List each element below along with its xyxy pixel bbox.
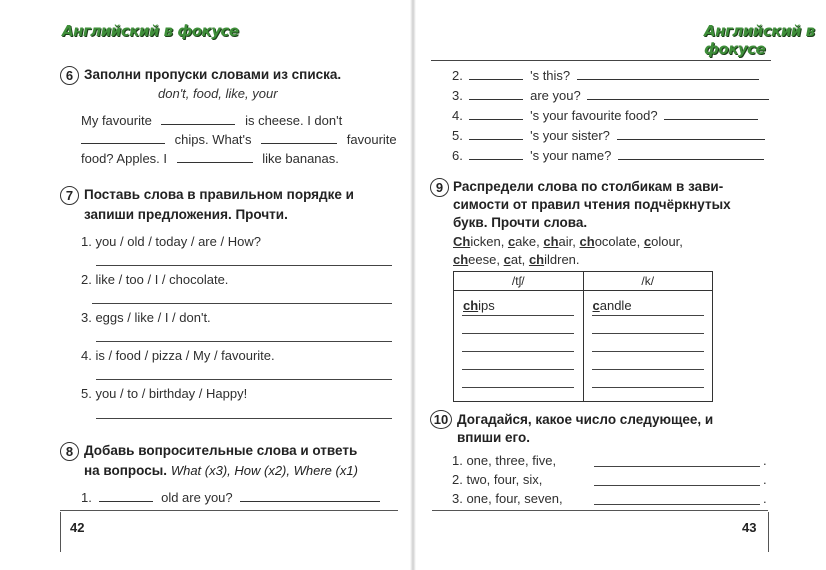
answer-line[interactable] [592, 369, 704, 370]
answer-line[interactable] [96, 418, 392, 419]
header-divider [431, 60, 771, 61]
task7-item2: 2. like / too / I / chocolate. [81, 272, 229, 287]
book-logo: Английский в фокусе [704, 22, 815, 58]
answer-line[interactable] [240, 489, 380, 502]
blank-field[interactable] [469, 127, 523, 140]
task10-title-line2: впиши его. [457, 430, 531, 445]
column-tsh [454, 291, 584, 402]
task8-item2: 2. 's this? [452, 67, 759, 83]
task8-item4: 4. 's your favourite food? [452, 107, 758, 123]
task7-item4: 4. is / food / pizza / My / favourite. [81, 348, 275, 363]
blank-field[interactable] [99, 489, 153, 502]
example-word-k: candle [592, 298, 632, 313]
sorting-table [453, 271, 713, 402]
task10-title-line1: Догадайся, какое число следующее, и [457, 412, 714, 427]
word-item: cake, [507, 234, 540, 249]
task6-number: 6 [60, 66, 79, 85]
blank-field[interactable] [161, 112, 235, 125]
task7-item1: 1. you / old / today / are / How? [81, 234, 261, 249]
task10-dot: . [763, 472, 767, 487]
word-item: chair, [543, 234, 576, 249]
task7-title-line2: запиши предложения. Прочти. [84, 207, 288, 222]
column-header-tsh: /tʃ/ [454, 272, 584, 291]
example-word-tsh: chips [463, 298, 495, 313]
task10-dot: . [763, 453, 767, 468]
answer-line[interactable] [96, 341, 392, 342]
word-item: cat, [503, 252, 526, 267]
answer-line[interactable] [577, 67, 759, 80]
book-logo: Английский в фокусе [62, 22, 239, 40]
blank-field[interactable] [469, 67, 523, 80]
answer-line[interactable] [592, 333, 704, 334]
task9-words-line1 [453, 234, 683, 249]
footer-divider-vertical [768, 512, 769, 552]
answer-line[interactable] [462, 333, 574, 334]
task8-title-line1: Добавь вопросительные слова и ответь [84, 443, 358, 458]
task7-number: 7 [60, 186, 79, 205]
answer-line[interactable] [92, 303, 392, 304]
task10-dot: . [763, 491, 767, 506]
column-k [583, 291, 713, 402]
word-item: colour, [643, 234, 683, 249]
task10-item3: 3. one, four, seven, [452, 491, 563, 506]
blank-field[interactable] [177, 150, 253, 163]
task8-title-line2: на вопросы. What (x3), How (x2), Where (x1) [84, 463, 358, 478]
answer-line[interactable] [462, 369, 574, 370]
task8-number: 8 [60, 442, 79, 461]
column-header-k: /k/ [583, 272, 713, 291]
task7-title-line1: Поставь слова в правильном порядке и [84, 187, 354, 202]
answer-line[interactable] [594, 504, 760, 505]
blank-field[interactable] [469, 147, 523, 160]
task9-words-line2 [453, 252, 580, 267]
task8-item5: 5. 's your sister? [452, 127, 765, 143]
task8-item6: 6. 's your name? [452, 147, 764, 163]
answer-line[interactable] [587, 87, 769, 100]
task6-hint: don't, food, like, your [158, 86, 278, 101]
task10-item1: 1. one, three, five, [452, 453, 557, 468]
answer-line[interactable] [462, 351, 574, 352]
blank-field[interactable] [469, 107, 523, 120]
answer-line[interactable] [594, 466, 760, 467]
word-item: Chicken, [453, 234, 505, 249]
word-item: cheese, [453, 252, 500, 267]
task7-item3: 3. eggs / like / I / don't. [81, 310, 211, 325]
answer-line[interactable] [96, 265, 392, 266]
task7-item5: 5. you / to / birthday / Happy! [81, 386, 248, 401]
answer-line[interactable] [617, 127, 765, 140]
answer-line[interactable] [462, 315, 574, 316]
word-item: chocolate, [579, 234, 641, 249]
footer-divider [60, 510, 398, 511]
task6-line2: chips. What's favourite [81, 131, 397, 147]
task6-line3: food? Apples. I like bananas. [81, 151, 339, 166]
task8-item1: 1. old are you? [81, 489, 380, 505]
task10-number: 10 [430, 410, 452, 429]
blank-field[interactable] [81, 131, 165, 144]
left-page [0, 0, 412, 570]
answer-line[interactable] [592, 387, 704, 388]
blank-field[interactable] [261, 131, 337, 144]
task9-number: 9 [430, 178, 449, 197]
page-number: 43 [742, 520, 757, 535]
task9-title-line1: Распредели слова по столбикам в зави- [453, 179, 724, 194]
footer-divider [432, 510, 768, 511]
answer-line[interactable] [592, 315, 704, 316]
footer-divider-vertical [60, 512, 61, 552]
answer-line[interactable] [592, 351, 704, 352]
task9-title-line2: симости от правил чтения подчёркнутых [453, 197, 731, 212]
task6-line1: My favourite is cheese. I don't [81, 113, 343, 128]
word-item: children. [528, 252, 580, 267]
answer-line[interactable] [594, 485, 760, 486]
answer-line[interactable] [96, 379, 392, 380]
task10-item2: 2. two, four, six, [452, 472, 543, 487]
task8-item3: 3. are you? [452, 87, 769, 103]
answer-line[interactable] [618, 147, 764, 160]
task9-title-line3: букв. Прочти слова. [453, 215, 588, 230]
page-number: 42 [70, 520, 85, 535]
blank-field[interactable] [469, 87, 523, 100]
answer-line[interactable] [664, 107, 758, 120]
task8-hint: What (x3), How (x2), Where (x1) [170, 463, 358, 478]
task6-title: Заполни пропуски словами из списка. [84, 67, 342, 82]
answer-line[interactable] [462, 387, 574, 388]
